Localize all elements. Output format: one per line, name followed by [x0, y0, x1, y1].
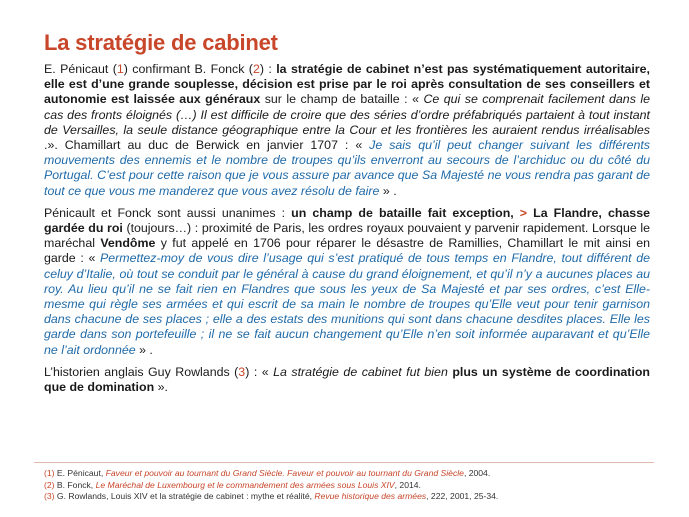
p3-bold: plus un système de coordination que de domination [44, 364, 651, 395]
footnote-text: G. Rowlands, Louis XIV et la stratégie de cabinet : mythe et réalité, [54, 491, 315, 502]
p1-text-6: » . [379, 183, 397, 198]
ref-2: 2 [252, 62, 260, 76]
paragraph-2 [44, 206, 650, 358]
p3-text-1: L’historien anglais Guy Rowlands ( [44, 364, 239, 379]
footnote-title: Faveur et pouvoir au tournant du Grand Siècle. Faveur et pouvoir au tournant du Grand Siècle [105, 468, 464, 478]
p2-quote: Permettez-moy de vous dire l’usage qui s’est pratiqué de tous temps en Flandre, tout différent de celuy d’Italie, où tout se conduit par le général à cause du grand éloignement, et qu’il n’y a aucunes places au roy. Au lieu qu’il ne se fait rien en Flandres que sous les yeux de Sa Majesté et par ses ordres, c’est Elle-mesme qui règle ses armées et qui escrit de sa main le nombre de troupes qu’Elle veut pour tenir garnison dans chacune de ses places ; elle a des estats des munitions qui sont dans chacune desdites places. Elle les garde dans son portefeuille ; il ne se fait aucun changement qu’Elle n’en soit informée auparavant et qu’Elle ne l’ait ordonnée [44, 251, 650, 357]
slide-body [44, 62, 650, 402]
footnote-text: E. Pénicaut, [54, 468, 106, 478]
paragraph-1 [44, 62, 650, 199]
footnote-text: B. Fonck, [54, 479, 96, 490]
footnote-tail: , 2014. [394, 479, 421, 490]
footnote [44, 480, 656, 492]
footnote-number: (1) [44, 468, 55, 478]
p1-quote-2: Je sais qu’il peut changer suivant les différents mouvements des ennemis et le nombre de troupes qu’ils enverront au secours de l’archiduc ou du côté du Portugal. C’est pour cette raison que je vous assure par avance que Sa Majesté ne vous rendra pas garant de tout ce que vous me manderez que vous avez résolu de faire [44, 138, 650, 198]
p3-italic: La stratégie de cabinet fut bien [273, 364, 453, 379]
footnote [44, 468, 656, 480]
ref-1: 1 [116, 62, 124, 76]
slide-title: La stratégie de cabinet [44, 30, 278, 55]
p2-bold-vendome: Vendôme [100, 236, 156, 251]
footnote-title: Revue historique des armées [314, 491, 427, 502]
footnote-number: (3) [44, 491, 55, 502]
footnote-number: (2) [44, 479, 55, 490]
ref-3: 3 [238, 364, 246, 379]
footnotes [44, 468, 656, 503]
p2-text-1: Pénicault et Fonck sont aussi unanimes : [44, 205, 292, 220]
p1-quote-1: Ce qui se comprenait facilement dans le cas des fronts éloignés (…) Il est difficile de croire que des séries d’ordre préfabriqués partaient à tout instant de Versailles, la seule distance géographique entre la Cour et les frontières les auraient rendus irréalisables [44, 92, 651, 137]
p1-text-1: E. Pénicaut ( [44, 62, 117, 76]
footnote-tail: , 2004. [463, 468, 491, 478]
p1-text-4: sur le champ de bataille : « [260, 92, 424, 107]
footnote-title: Le Maréchal de Luxembourg et le commandement des armées sous Louis XIV [95, 479, 395, 490]
footnote [44, 491, 656, 503]
arrow-symbol: > [519, 205, 528, 220]
p1-bold-thesis: la stratégie de cabinet n’est pas systématiquement autoritaire, elle est d’une grande souplesse, décision est prise par le roi après consultation de ses conseillers et autonomie est laissée aux généraux [44, 62, 650, 107]
footnote-tail: , 222, 2001, 25-34. [426, 491, 499, 502]
footnote-divider [34, 462, 654, 463]
p2-text-2: (toujours…) : proximité de Paris, les ordres royaux pouvaient y parvenir rapidement. Lorsque le maréchal [44, 221, 650, 251]
p2-text-3: y fut appelé en 1706 pour réparer le désastre de Ramillies, Chamillart le mit ainsi en garde : « [44, 236, 650, 266]
p1-text-3: ) : [259, 62, 277, 76]
p3-text-3: ». [154, 380, 168, 395]
p1-text-2: ) confirmant B. Fonck ( [123, 62, 253, 76]
p3-text-2: ) : « [245, 364, 274, 379]
p2-bold-2: La Flandre, chasse gardée du roi [44, 205, 650, 236]
paragraph-3 [44, 365, 650, 395]
p1-text-5: .». Chamillart au duc de Berwick en janvier 1707 : « [44, 138, 370, 153]
p2-text-4: » . [135, 342, 153, 357]
p2-bold-1: un champ de bataille fait exception, [291, 205, 520, 220]
